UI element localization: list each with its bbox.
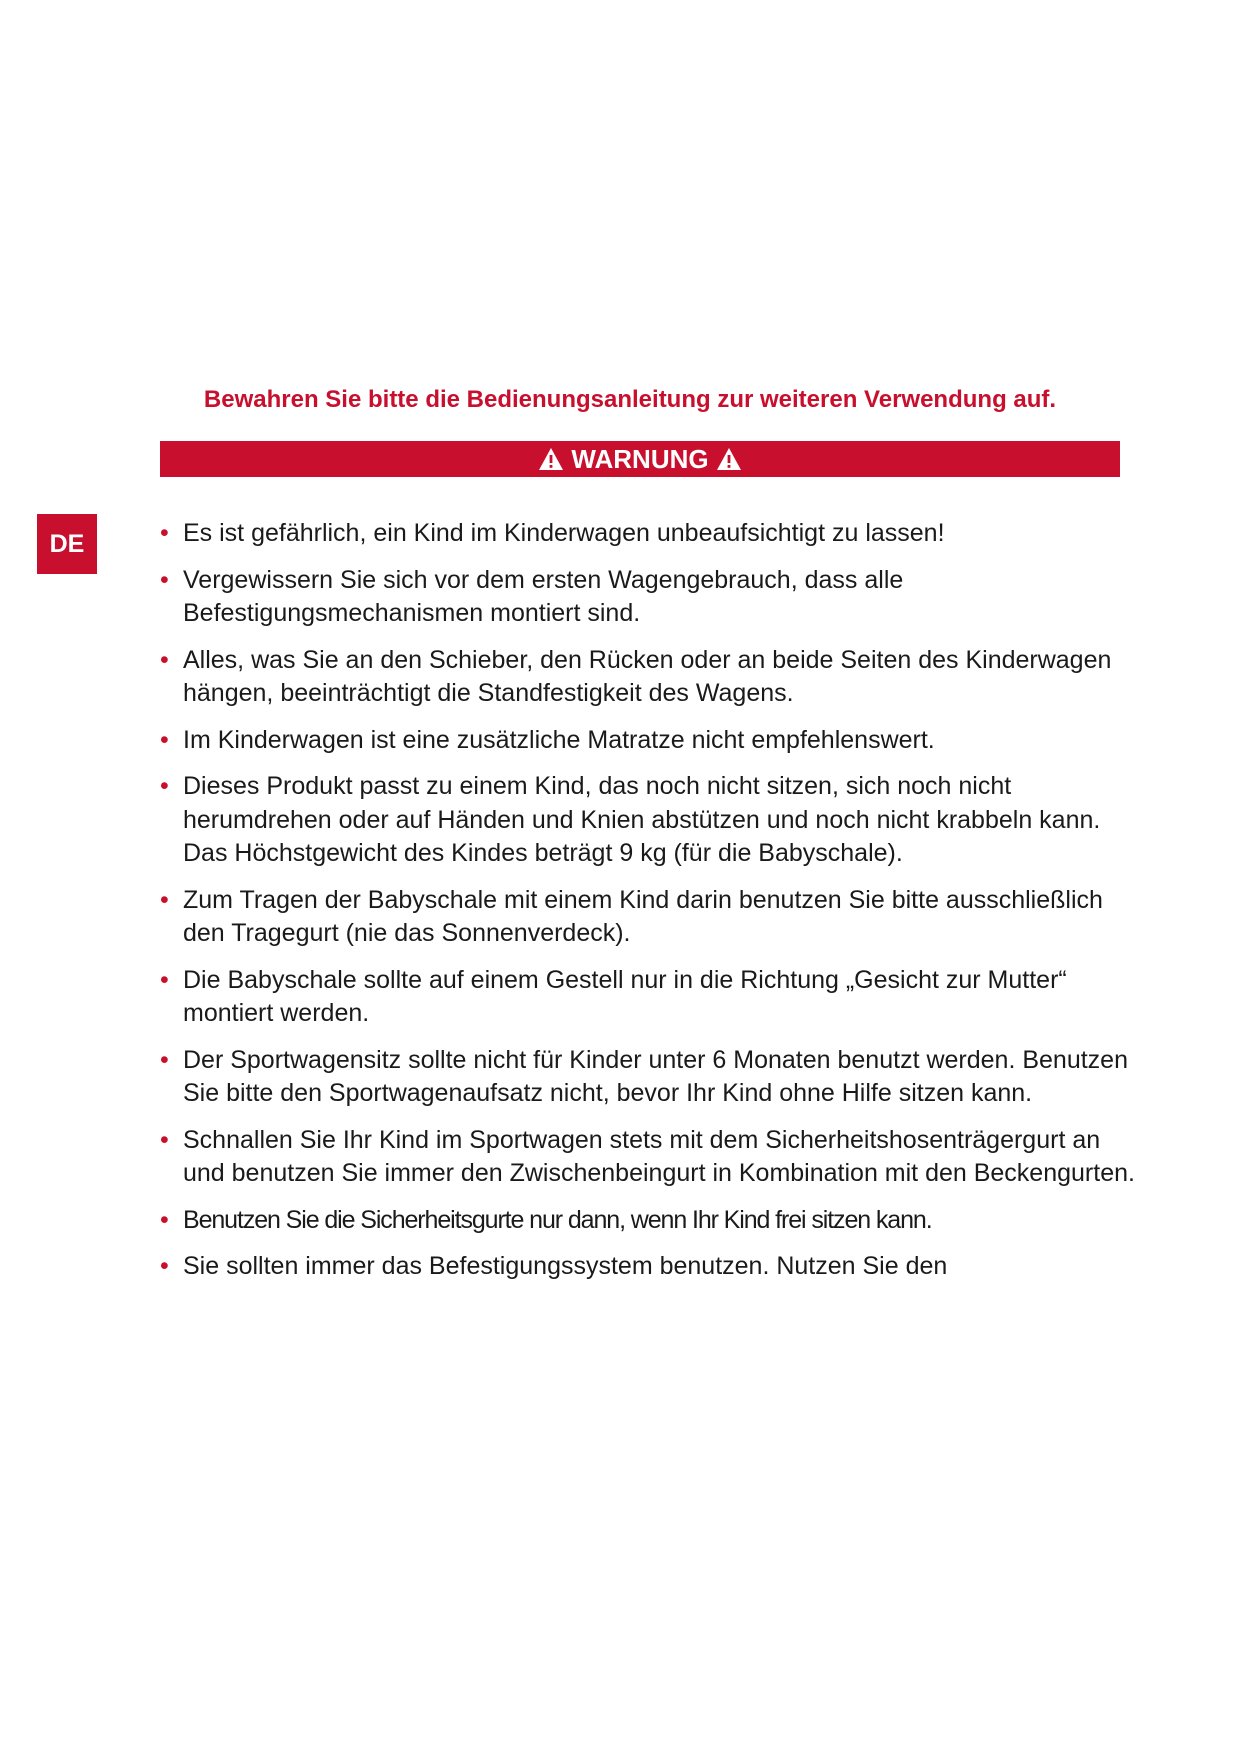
- bullet-icon: •: [160, 725, 169, 754]
- warning-item: [160, 770, 1140, 871]
- warning-item: [160, 964, 1140, 1031]
- warning-item: [160, 517, 1140, 551]
- warning-text: Die Babyschale sollte auf einem Gestell nur in die Richtung „Gesicht zur Mutter“ montiert werden.: [183, 965, 1067, 1027]
- bullet-icon: •: [160, 965, 169, 994]
- warning-triangle-icon: [716, 447, 742, 471]
- warning-text: Es ist gefährlich, ein Kind im Kinderwagen unbeaufsichtigt zu lassen!: [183, 519, 945, 547]
- bullet-icon: •: [160, 1205, 168, 1234]
- warning-item: [160, 1204, 1140, 1238]
- bullet-icon: •: [160, 1045, 169, 1074]
- warning-item: [160, 724, 1140, 758]
- warning-text: Schnallen Sie Ihr Kind im Sportwagen stets mit dem Sicherheitshosenträgergurt an und benutzen Sie immer den Zwischenbeingurt in Kombination mit den Beckengurten.: [183, 1125, 1135, 1187]
- warning-text: Alles, was Sie an den Schieber, den Rücken oder an beide Seiten des Kinderwagen hängen, beeinträchtigt die Standfestigkeit des Wagens.: [183, 645, 1112, 707]
- bullet-icon: •: [160, 885, 169, 914]
- bullet-icon: •: [160, 519, 169, 547]
- warning-text: Sie sollten immer das Befestigungssystem benutzen. Nutzen Sie den: [183, 1252, 948, 1280]
- warning-title: WARNUNG: [571, 444, 709, 474]
- warning-item: [160, 884, 1140, 951]
- warning-text: Zum Tragen der Babyschale mit einem Kind darin benutzen Sie bitte ausschließlich den Tragegurt (nie das Sonnenverdeck).: [183, 885, 1103, 947]
- warning-item: [160, 644, 1140, 711]
- warning-item: [160, 1250, 1140, 1284]
- warning-item: [160, 564, 1140, 631]
- language-tab: DE: [37, 514, 97, 574]
- warning-text: Der Sportwagensitz sollte nicht für Kinder unter 6 Monaten benutzt werden. Benutzen Sie bitte den Sportwagenaufsatz nicht, bevor Ihr Kind ohne Hilfe sitzen kann.: [183, 1045, 1128, 1107]
- keep-manual-note: Bewahren Sie bitte die Bedienungsanleitung zur weiteren Verwendung auf.: [203, 386, 1057, 413]
- bullet-icon: •: [160, 772, 169, 800]
- bullet-icon: •: [160, 645, 169, 674]
- warning-text: Im Kinderwagen ist eine zusätzliche Matratze nicht empfehlenswert.: [183, 725, 935, 754]
- warning-text: Benutzen Sie die Sicherheitsgurte nur dann, wenn Ihr Kind frei sitzen kann.: [183, 1205, 932, 1234]
- warning-triangle-icon: [538, 447, 564, 471]
- warning-banner: [160, 441, 1120, 477]
- warning-text: Dieses Produkt passt zu einem Kind, das noch nicht sitzen, sich noch nicht herumdrehen oder auf Händen und Knien abstützen und noch nicht krabbeln kann. Das Höchstgewicht des Kindes beträgt 9 kg (für die Babyschale).: [183, 772, 1101, 867]
- warning-list: [160, 517, 1140, 1297]
- warning-item: [160, 1124, 1140, 1191]
- bullet-icon: •: [160, 1125, 169, 1154]
- warning-text: Vergewissern Sie sich vor dem ersten Wagengebrauch, dass alle Befestigungsmechanismen montiert sind.: [183, 565, 904, 627]
- bullet-icon: •: [160, 1252, 169, 1280]
- bullet-icon: •: [160, 565, 169, 594]
- warning-item: [160, 1044, 1140, 1111]
